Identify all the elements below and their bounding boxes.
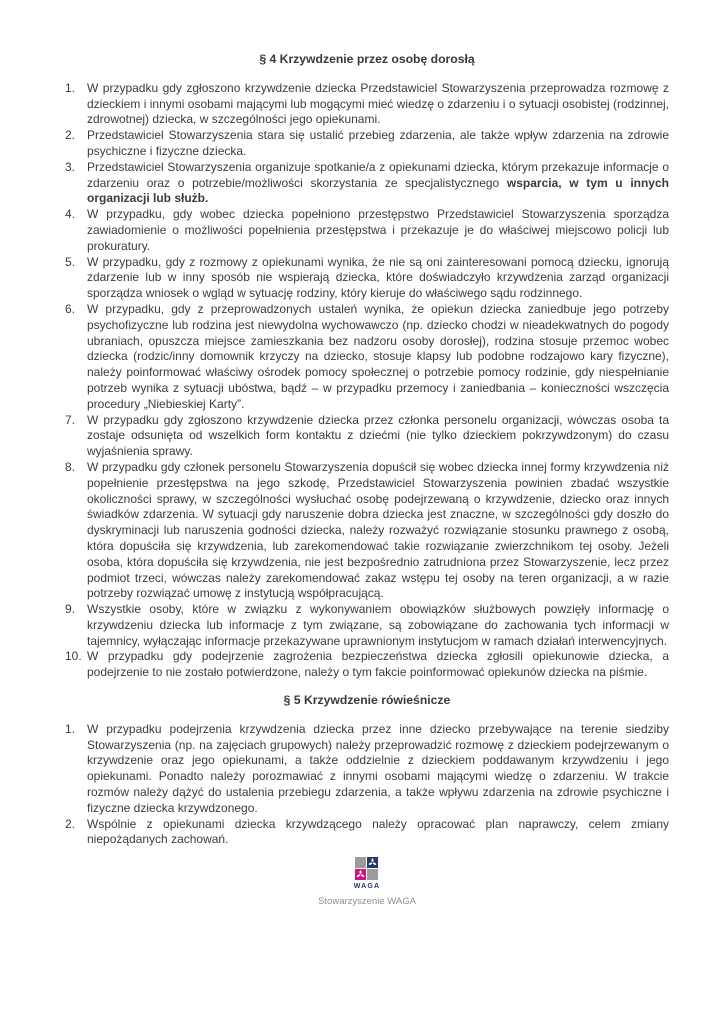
list-item	[65, 128, 669, 160]
list-item-text: W przypadku podejrzenia krzywdzenia dziecka przez inne dziecko przebywające na terenie siedziby Stowarzyszenia (np. na zajęciach grupowych) należy przeprowadzić rozmowę z dzieckiem podejrzewanym o krzywdzenie oraz jego opiekunami, a także oddzielnie z dzieckiem poddawanym krzywdzeniu i jego opiekunami. Ponadto należy porozmawiać z innymi osobami mającymi wiedzę o zdarzeniu. W trakcie rozmów należy dążyć do ustalenia przebiegu zdarzenia, a także wpływu zdarzenia na zdrowie psychiczne i fizyczne dziecka krzywdzonego.	[87, 721, 669, 815]
waga-logo-icon	[355, 857, 378, 880]
list-item-text: W przypadku, gdy wobec dziecka popełniono przestępstwo Przedstawiciel Stowarzyszenia sporządza zawiadomienie o możliwości popełnienia przestępstwa i przekazuje je do właściwej miejscowo policji lub prokuratury.	[87, 207, 669, 253]
list-item-number: 3.	[65, 159, 76, 174]
footer-org-name: Stowarzyszenie WAGA	[318, 896, 416, 908]
list-item-text: W przypadku, gdy z rozmowy z opiekunami wynika, że nie są oni zainteresowani pomocą dziecku, ignorują zdarzenie lub w inny sposób nie wspierają dziecka, które doświadczyło krzywdzenia zarząd organizacji sporządza wniosek o wgląd w sytuację rodziny, który kieruje do właściwego sądu rodzinnego.	[87, 254, 669, 301]
waga-logo	[354, 857, 381, 891]
list-item	[65, 817, 669, 849]
section5-list	[65, 722, 669, 848]
logo-word: WAGA	[353, 883, 381, 891]
list-item-text: Wspólnie z opiekunami dziecka krzywdzącego należy opracować plan naprawczy, celem zmiany niepożądanych zachowań.	[87, 816, 669, 847]
list-item	[65, 649, 669, 681]
list-item	[65, 207, 669, 254]
list-item-text: Wszystkie osoby, które w związku z wykonywaniem obowiązków służbowych powzięły informację o krzywdzeniu dziecka lub informacje z tym związane, są zobowiązane do zachowania tych informacji w tajemnicy, wyłączając informacje przekazywane uprawnionym instytucjom w ramach działań interwencyjnych.	[87, 602, 669, 648]
list-item-text: Przedstawiciel Stowarzyszenia stara się ustalić przebieg zdarzenia, ale także wpływ zdarzenia na zdrowie psychiczne i fizyczne dziecka.	[87, 128, 669, 158]
page-footer	[65, 857, 669, 908]
list-item-number: 7.	[65, 412, 76, 427]
logo-square-magenta-pinwheel-icon	[355, 869, 366, 880]
logo-square-gray-bottom-icon	[367, 869, 378, 880]
section4-heading: § 4 Krzywdzenie przez osobę dorosłą	[259, 52, 475, 66]
list-item	[65, 413, 669, 460]
list-item-number: 1.	[65, 80, 76, 95]
section4-list	[65, 81, 669, 681]
list-item-text: W przypadku gdy członek personelu Stowarzyszenia dopuścił się wobec dziecka innej formy krzywdzenia niż popełnienie przestępstwa na jego szkodę, Przedstawiciel Stowarzyszenia powinien zbadać wszystkie okoliczności sprawy, w szczególności wysłuchać osobę podejrzewaną o krzywdzenie, dziecko oraz innych świadków zdarzenia. W sytuacji gdy naruszenie dobra dziecka jest znaczne, w szczególności gdy doszło do dyskryminacji lub naruszenia godności dziecka, należy rozważyć rozwiązanie stosunku prawnego z osobą, która dopuściła się krzywdzenia, lub zarekomendować takie rozwiązanie zwierzchnikom tej osoby. Jeżeli osoba, która dopuściła się krzywdzenia, nie jest bezpośrednio zatrudniona przez Stowarzyszenie, lecz przez podmiot trzeci, wówczas należy zarekomendować zakaz wstępu tej osoby na teren organizacji, a w razie potrzeby rozwiązać umowę z instytucją współpracującą.	[87, 459, 669, 601]
list-item	[65, 722, 669, 817]
list-item-number: 10.	[65, 649, 82, 664]
logo-square-gray-top-icon	[355, 857, 366, 868]
list-item	[65, 460, 669, 602]
list-item	[65, 602, 669, 649]
list-item-number: 9.	[65, 602, 76, 617]
list-item-text: W przypadku, gdy z przeprowadzonych ustaleń wynika, że opiekun dziecka zaniedbuje jego potrzeby psychofizyczne lub rodzina jest niewydolna wychowawczo (np. dziecko chodzi w nieadekwatnych do pogody ubraniach, opuszcza miejsce zamieszkania bez nadzoru osoby dorosłej), rodzina stosuje przemoc wobec dziecka (rodzic/inny domownik krzyczy na dziecko, stosuje klapsy lub podobne rodzajowo kary fizyczne), należy poinformować właściwy ośrodek pomocy społecznej o potrzebie pomocy rodzinie, gdy niespełnianie potrzeb wynika z sytuacji ubóstwa, bądź – w przypadku przemocy i zaniedbania – konieczności wszczęcia procedury „Niebieskiej Karty”.	[87, 301, 669, 411]
list-item-text: W przypadku gdy zgłoszono krzywdzenie dziecka przez członka personelu organizacji, wówczas osoba ta zostaje odsunięta od wszelkich form kontaktu z dziećmi (nie tylko dzieckiem pokrzywdzonym) do czasu wyjaśnienia sprawy.	[87, 412, 669, 459]
list-item-number: 2.	[65, 816, 76, 831]
list-item-text: Przedstawiciel Stowarzyszenia organizuje spotkanie/a z opiekunami dziecka, którym przekazuje informacje o zdarzeniu oraz o potrzebie/możliwości skorzystania ze specjalistycznego wsparcia, w tym u innych organizacji lub służb.	[87, 159, 669, 206]
list-item	[65, 160, 669, 207]
list-item-number: 1.	[65, 721, 76, 736]
list-item-number: 2.	[65, 128, 76, 143]
list-item-number: 6.	[65, 301, 76, 316]
section5-heading: § 5 Krzywdzenie rówieśnicze	[283, 693, 451, 708]
list-item	[65, 255, 669, 302]
list-item-text: W przypadku gdy podejrzenie zagrożenia bezpieczeństwa dziecka zgłosili opiekunowie dziecka, a podejrzenie to nie zostało potwierdzone, należy o tym fakcie poinformować opiekunów dziecka na piśmie.	[87, 649, 669, 680]
list-item	[65, 81, 669, 128]
logo-square-navy-pinwheel-icon	[367, 857, 378, 868]
list-item	[65, 302, 669, 413]
list-item-number: 8.	[65, 459, 76, 474]
list-item-number: 4.	[65, 207, 76, 222]
list-item-text: W przypadku gdy zgłoszono krzywdzenie dziecka Przedstawiciel Stowarzyszenia przeprowadza rozmowę z dzieckiem i innymi osobami mającymi lub mogącymi mieć wiedzę o zdarzeniu i o sytuacji osobistej (rodzinnej, zdrowotnej) dziecka, w szczególności jego opiekunami.	[87, 80, 669, 127]
list-item-number: 5.	[65, 254, 76, 269]
